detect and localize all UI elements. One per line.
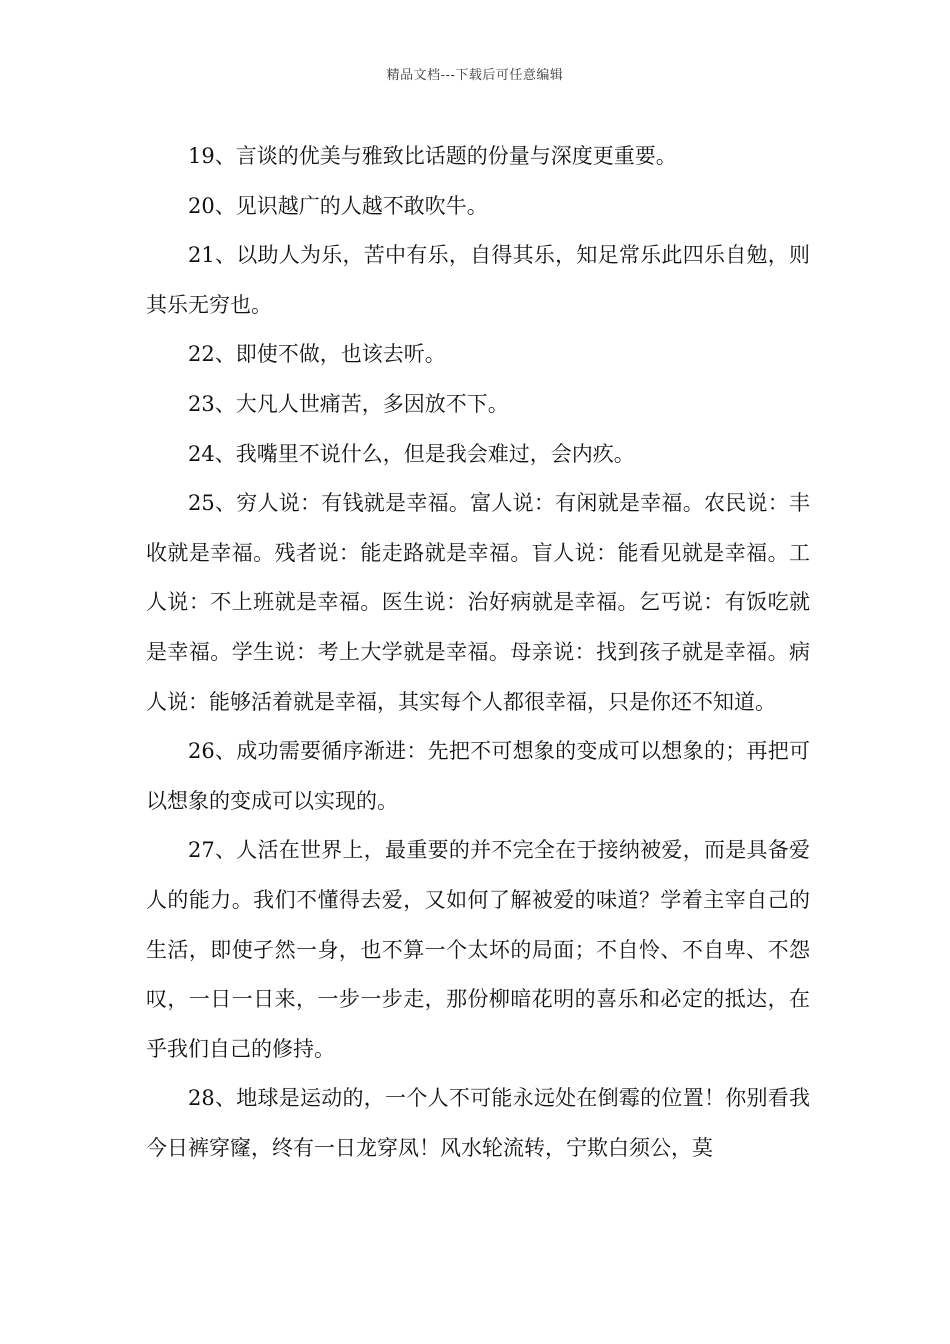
quote-paragraph-26: 26、成功需要循序渐进：先把不可想象的变成可以想象的；再把可以想象的变成可以实现的。	[146, 739, 810, 813]
quote-paragraph-20: 20、见识越广的人越不敢吹牛。	[188, 193, 488, 218]
quote-paragraph-23: 23、大凡人世痛苦，多因放不下。	[188, 391, 509, 416]
quote-paragraph-19: 19、言谈的优美与雅致比话题的份量与深度更重要。	[188, 144, 677, 168]
document-body	[146, 132, 810, 1173]
quote-paragraph-21: 21、以助人为乐，苦中有乐，自得其乐，知足常乐此四乐自勉，则其乐无穷也。	[146, 243, 810, 317]
quote-paragraph-28: 28、地球是运动的，一个人不可能永远处在倒霉的位置！你别看我今日裤穿窿，终有一日龙穿凤！风水轮流转，宁欺白须公，莫	[146, 1086, 810, 1160]
page-header: 精品文档---下载后可任意编辑	[386, 68, 564, 83]
quote-paragraph-24: 24、我嘴里不说什么，但是我会难过，会内疚。	[188, 441, 635, 466]
quote-paragraph-22: 22、即使不做，也该去听。	[188, 342, 446, 367]
quote-paragraph-25: 25、穷人说：有钱就是幸福。富人说：有闲就是幸福。农民说：丰收就是幸福。残者说：能走路就是幸福。盲人说：能看见就是幸福。工人说：不上班就是幸福。医生说：治好病就是幸福。乞丐说：有饭吃就是幸福。学生说：考上大学就是幸福。母亲说：找到孩子就是幸福。病人说：能够活着就是幸福，其实每个人都很幸福，只是你还不知道。	[146, 491, 810, 714]
quote-paragraph-27: 27、人活在世界上，最重要的并不完全在于接纳被爱，而是具备爱人的能力。我们不懂得去爱，又如何了解被爱的味道？学着主宰自己的生活，即使孑然一身，也不算一个太坏的局面；不自怜、不自卑、不怨叹，一日一日来，一步一步走，那份柳暗花明的喜乐和必定的抵达，在乎我们自己的修持。	[146, 838, 810, 1061]
